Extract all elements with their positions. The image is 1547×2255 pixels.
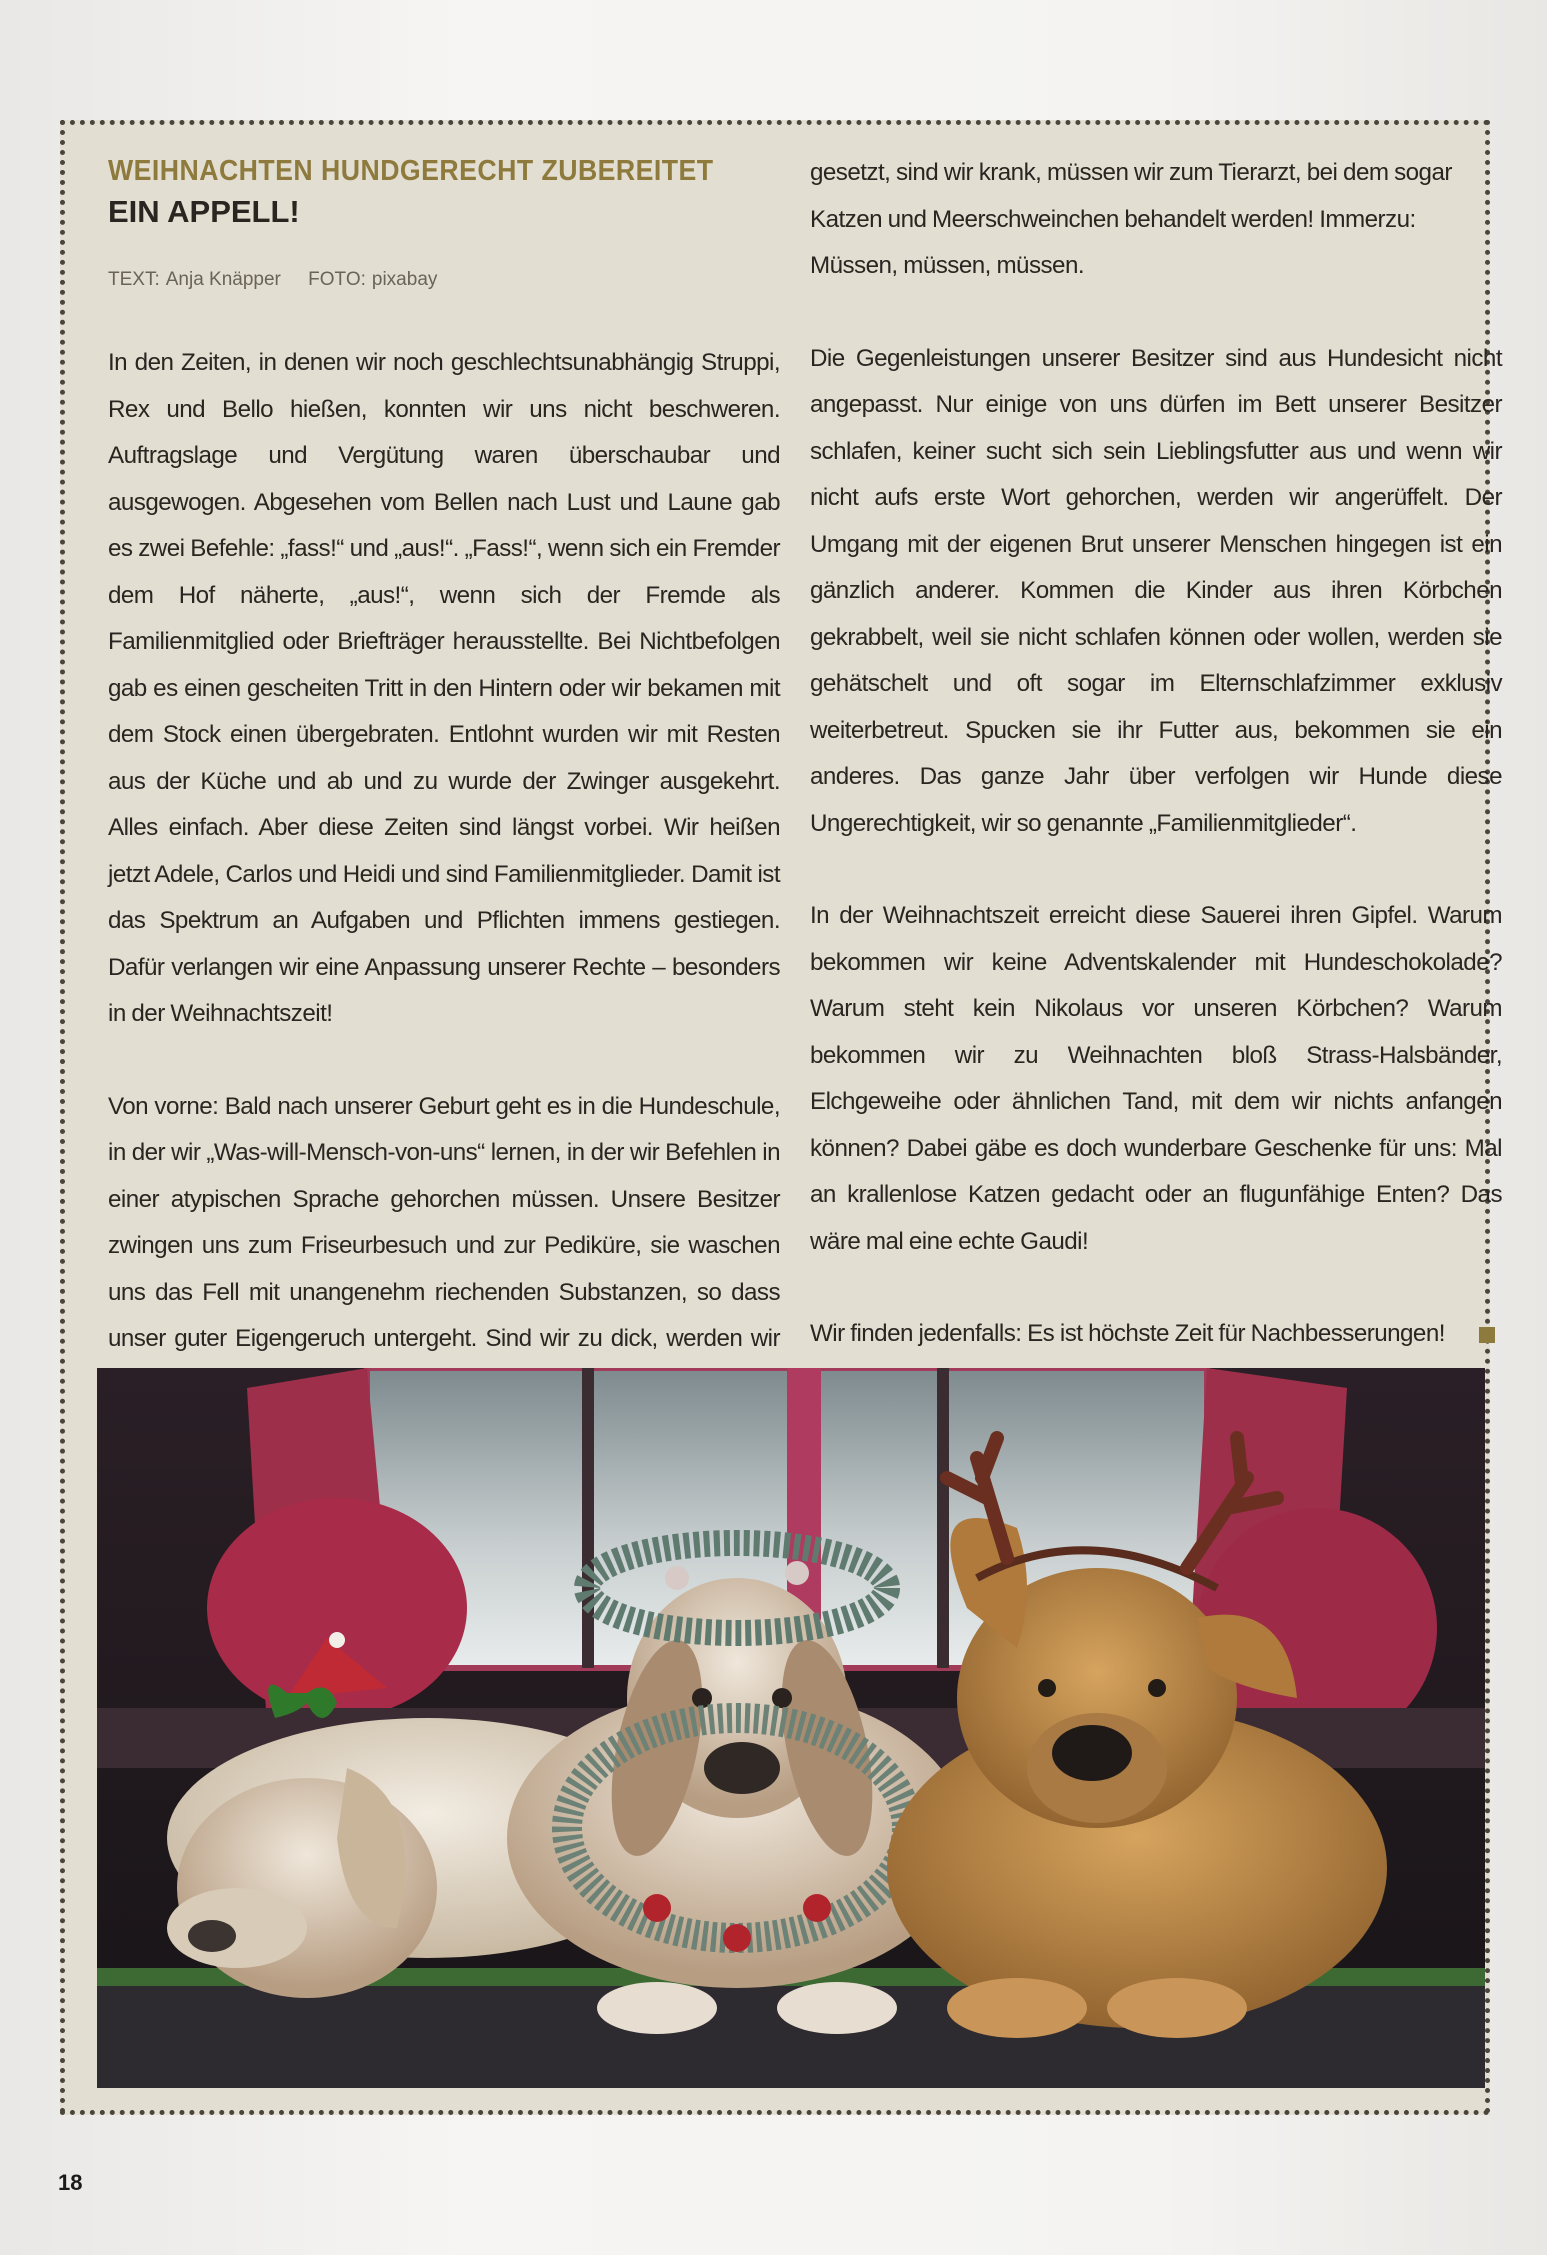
column-left: [108, 150, 780, 1409]
column-right: [810, 150, 1502, 1358]
page-number: 18: [58, 2170, 83, 2195]
article-kicker: WEIHNACHTEN HUNDGERECHT ZUBEREITET: [108, 155, 714, 187]
paragraph: In den Zeiten, in denen wir noch geschlechtsunabhängig Struppi, Rex und Bello hießen, konnten wir uns nicht beschweren. Auftragslage und Vergütung waren überschaubar und ausgewogen. Abgesehen vom Bellen nach Lust und Laune gab es zwei Befehle: „fass!“ und „aus!“. „Fass!“, wenn sich ein Fremder dem Hof näherte, „aus!“, wenn sich der Fremde als Familienmitglied oder Briefträger herausstellte. Bei Nichtbefolgen gab es einen gescheiten Tritt in den Hintern oder wir bekamen mit dem Stock einen übergebraten. Entlohnt wurden wir mit Resten aus der Küche und ab und zu wurde der Zwinger ausgekehrt. Alles einfach. Aber diese Zeiten sind längst vorbei. Wir heißen jetzt Adele, Carlos und Heidi und sind Familienmitglieder. Damit ist das Spektrum an Aufgaben und Pflichten immens gestiegen. Dafür verlangen wir eine Anpassung unserer Rechte – besonders in der Weihnachtszeit!: [108, 349, 780, 1027]
text-credit-author: Anja Knäpper: [165, 269, 281, 290]
article-headline: EIN APPELL!: [108, 194, 300, 229]
paragraph: Die Gegenleistungen unserer Besitzer sind aus Hundesicht nicht angepasst. Nur einige von uns dürfen im Bett unserer Besitzer schlafen, keiner sucht sich sein Lieblingsfutter aus und wenn wir nicht aufs erste Wort gehorchen, werden wir angerüffelt. Der Umgang mit der eigenen Brut unserer Menschen hingegen ist ein gänzlich anderer. Kommen die Kinder aus ihren Körbchen gekrabbelt, weil sie nicht schlafen können oder wollen, werden sie gehätschelt und oft sogar im Elternschlafzimmer exklusiv weiterbetreut. Spucken sie ihr Futter aus, bekommen sie ein anderes. Das ganze Jahr über verfolgen wir Hunde diese Ungerechtigkeit, wir so genannte „Familienmitglieder“.: [810, 344, 1502, 837]
left-body-text: [108, 340, 780, 1409]
dogs-christmas-photo: [97, 1368, 1485, 2088]
end-of-article-square-icon: [1479, 1327, 1495, 1343]
photo-credit-label: FOTO:: [308, 269, 366, 290]
paragraph: Von vorne: Bald nach unserer Geburt geht es in die Hundeschule, in der wir „Was-will-Mensch-von-uns“ lernen, in der wir Befehlen in einer atypischen Sprache gehorchen müssen. Unsere Besitzer zwingen uns zum Friseurbesuch und zur Pediküre, sie waschen uns das Fell mit unangenehm riechenden Substanzen, so dass unser guter Eigengeruch untergeht. Sind wir zu dick, werden wir: [108, 1092, 780, 1352]
photo-credit-source: pixabay: [371, 269, 438, 290]
paragraph: gesetzt, sind wir krank, müssen wir zum Tierarzt, bei dem sogar Katzen und Meerschweinchen behandelt werden! Immerzu: Müssen, müssen, müssen.: [810, 159, 1452, 279]
dogs-photo-illustration: [97, 1368, 1485, 2088]
closing-text: Wir finden jedenfalls: Es ist höchste Zeit für Nachbesserungen!: [810, 1320, 1445, 1347]
paragraph: In der Weihnachtszeit erreicht diese Sauerei ihren Gipfel. Warum bekommen wir keine Adventskalender mit Hundeschokolade? Warum steht kein Nikolaus vor unseren Körbchen? Warum bekommen wir zu Weihnachten bloß Strass-Halsbänder, Elchgeweihe oder ähnlichen Tand, mit dem wir nichts anfangen können? Dabei gäbe es doch wunderbare Geschenke für uns: Mal an krallenlose Katzen gedacht oder an flugunfähige Enten? Das wäre mal eine echte Gaudi!: [810, 902, 1502, 1255]
right-body-text: [810, 150, 1502, 1358]
article-body: [108, 150, 1502, 1352]
text-credit-label: TEXT:: [108, 269, 160, 290]
closing-paragraph: [810, 1311, 1502, 1358]
article-credits: [108, 268, 780, 292]
